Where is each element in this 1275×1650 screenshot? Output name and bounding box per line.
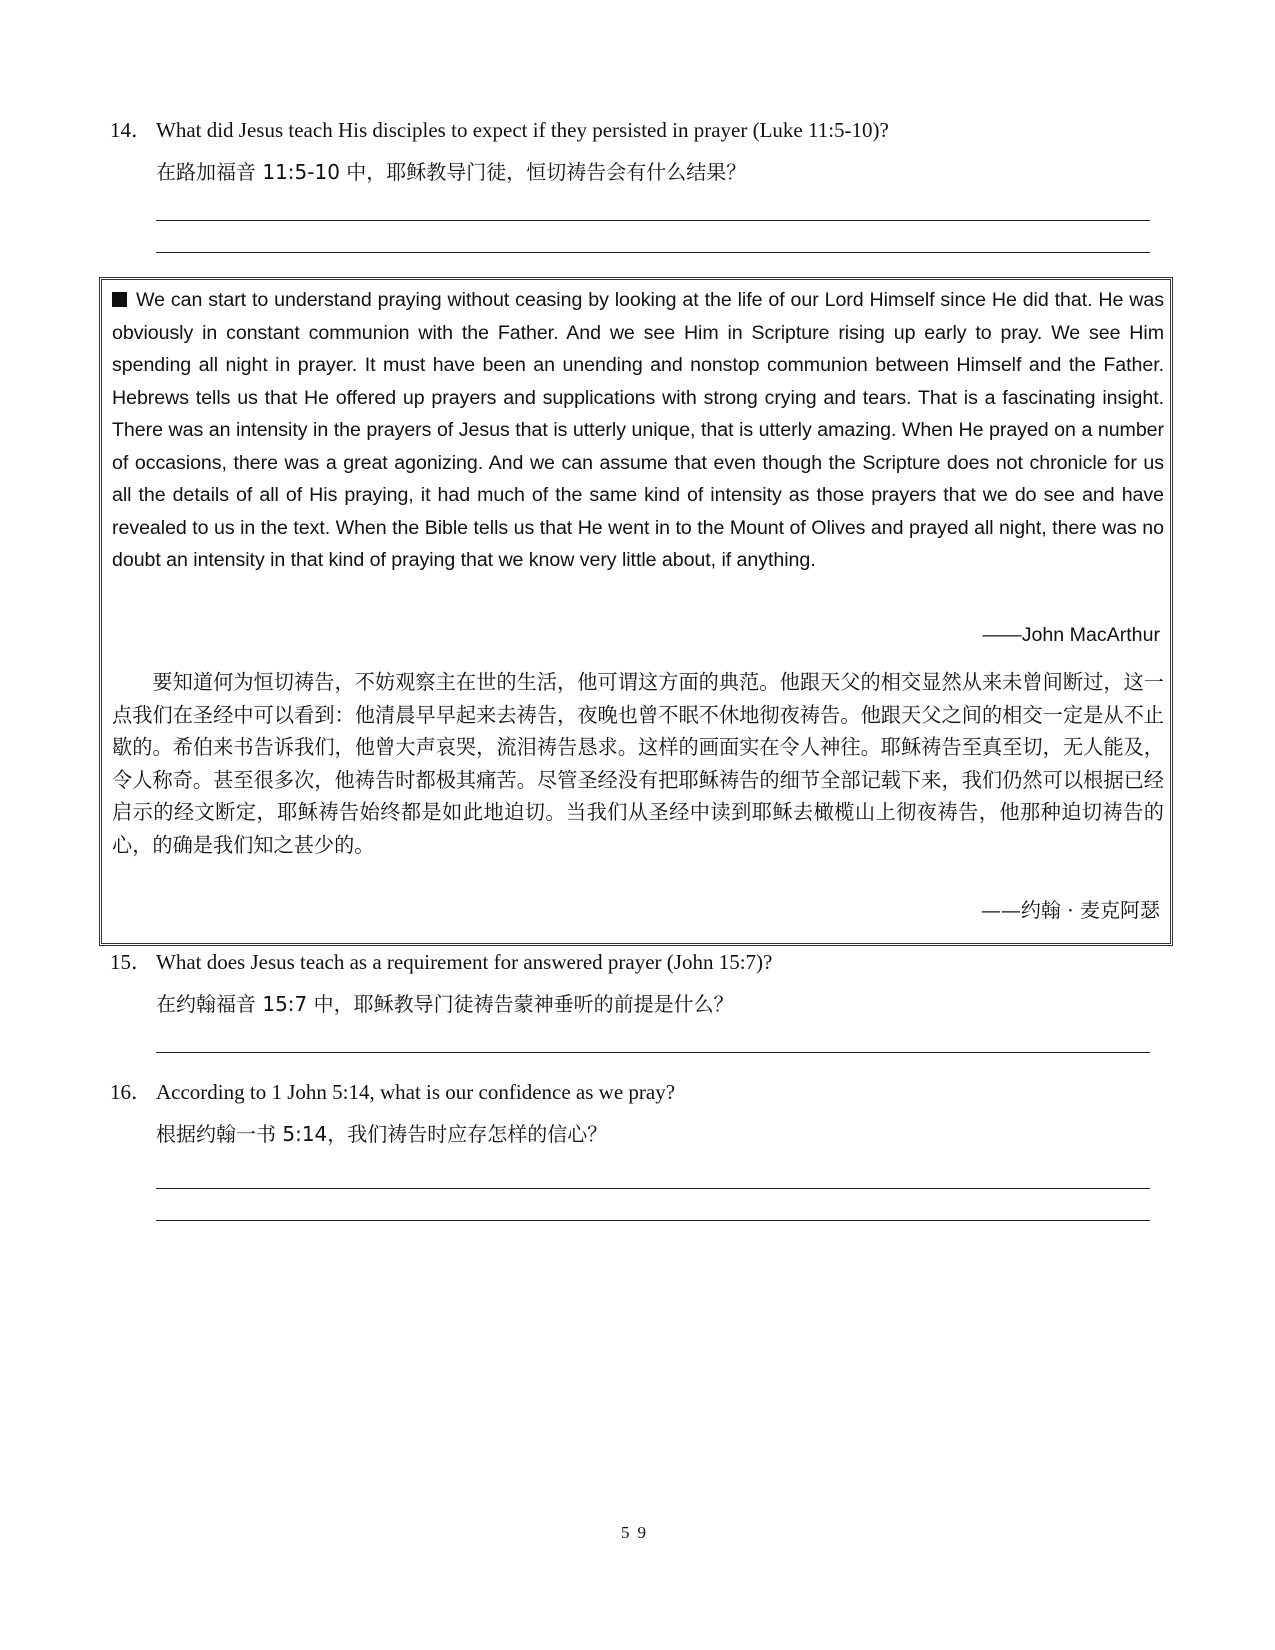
question-number: 15．	[110, 950, 152, 974]
question-16	[110, 1078, 1150, 1148]
answer-line[interactable]	[156, 1188, 1150, 1189]
answer-line[interactable]	[156, 1220, 1150, 1221]
quote-attribution-english: ——John MacArthur	[982, 624, 1160, 646]
quote-attribution-chinese: ——约翰 · 麦克阿瑟	[980, 898, 1160, 922]
square-bullet-icon	[112, 292, 127, 307]
question-english: What did Jesus teach His disciples to expect if they persisted in prayer (Luke 11:5-10)?	[156, 118, 889, 142]
page-number: 59	[621, 1523, 654, 1542]
answer-line[interactable]	[156, 252, 1150, 253]
question-english: What does Jesus teach as a requirement for answered prayer (John 15:7)?	[156, 950, 773, 974]
answer-line[interactable]	[156, 1052, 1150, 1053]
question-number: 16．	[110, 1080, 152, 1104]
question-number: 14．	[110, 118, 152, 142]
question-15	[110, 948, 1150, 1018]
answer-line[interactable]	[156, 220, 1150, 221]
question-chinese: 在约翰福音 15:7 中，耶稣教导门徒祷告蒙神垂听的前提是什么？	[156, 992, 734, 1016]
question-english: According to 1 John 5:14, what is our confidence as we pray?	[156, 1080, 676, 1104]
question-14	[110, 116, 1150, 186]
quote-english-text: We can start to understand praying without ceasing by looking at the life of our Lord Himself since He did that. He was obviously in constant communion with the Father. And we see Him in Scripture rising up early to pray. We see Him spending all night in prayer. It must have been an unending and nonstop communion between Himself and the Father. Hebrews tells us that He offered up prayers and supplications with strong crying and tears. That is a fascinating insight. There was an intensity in the prayers of Jesus that is utterly unique, that is utterly amazing. When He prayed on a number of occasions, there was a great agonizing. And we can assume that even though the Scripture does not chronicle for us all the details of all of His praying, it had much of the same kind of intensity as those prayers that we do see and have revealed to us in the text. When the Bible tells us that He went in to the Mount of Olives and prayed all night, there was no doubt an intensity in that kind of praying that we know very little about, if anything.	[112, 289, 1164, 571]
quote-english	[112, 284, 1164, 577]
question-chinese: 根据约翰一书 5:14，我们祷告时应存怎样的信心？	[156, 1122, 608, 1146]
quote-box	[99, 277, 1173, 946]
question-chinese: 在路加福音 11:5-10 中，耶稣教导门徒，恒切祷告会有什么结果？	[156, 160, 747, 184]
quote-chinese: 要知道何为恒切祷告，不妨观察主在世的生活，他可谓这方面的典范。他跟天父的相交显然从来未曾间断过，这一点我们在圣经中可以看到：他清晨早早起来去祷告，夜晚也曾不眠不休地彻夜祷告。他跟天父之间的相交一定是从不止歇的。希伯来书告诉我们，他曾大声哀哭，流泪祷告恳求。这样的画面实在令人神往。耶稣祷告至真至切，无人能及，令人称奇。甚至很多次，他祷告时都极其痛苦。尽管圣经没有把耶稣祷告的细节全部记载下来，我们仍然可以根据已经启示的经文断定，耶稣祷告始终都是如此地迫切。当我们从圣经中读到耶稣去橄榄山上彻夜祷告，他那种迫切祷告的心，的确是我们知之甚少的。	[112, 670, 1164, 857]
